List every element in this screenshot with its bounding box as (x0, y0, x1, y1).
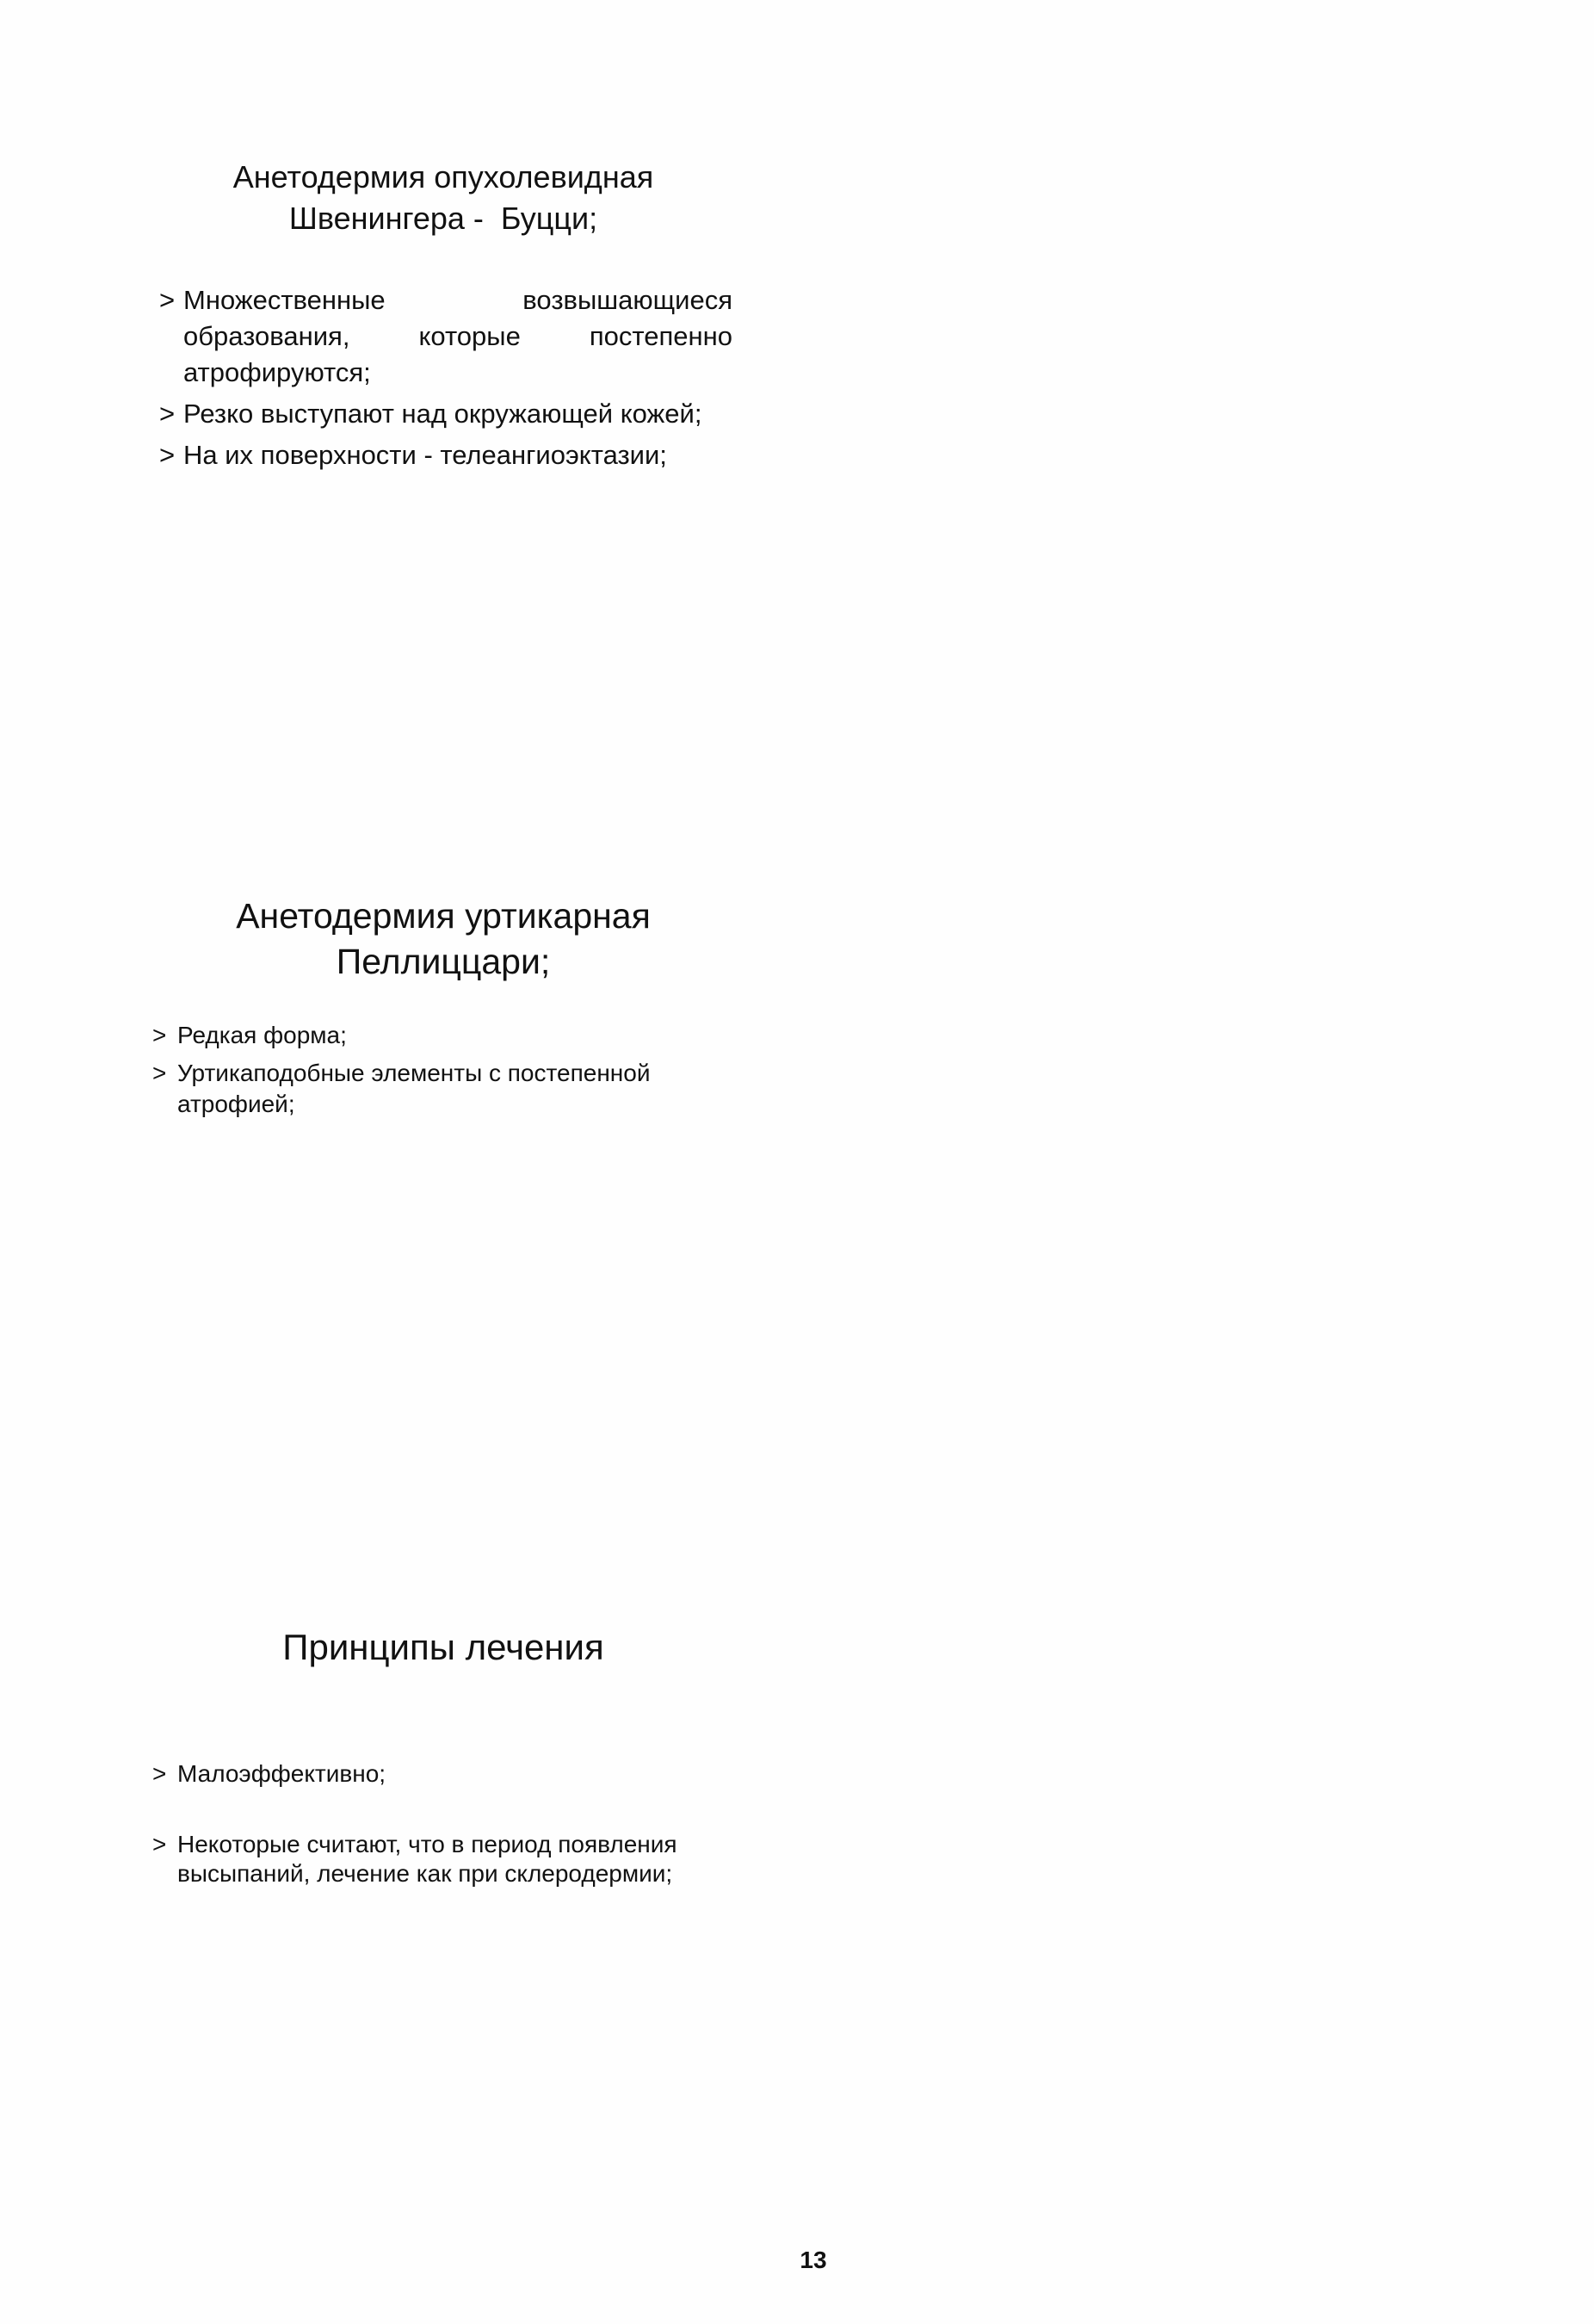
section-title (155, 893, 732, 986)
list-item-text: Некоторые считают, что в период появления высыпаний, лечение как при склеродермии; (177, 1831, 677, 1887)
list-item (152, 1020, 703, 1051)
list-item (159, 437, 732, 473)
title-line: Швенингера - Буцци; (288, 200, 598, 236)
section-title (155, 1623, 732, 1671)
bullet-marker: > (159, 399, 176, 429)
bullet-marker: > (152, 1831, 167, 1857)
title-line: Анетодермия опухолевидная (232, 159, 654, 195)
bullet-marker: > (159, 285, 176, 315)
list-item (152, 1058, 703, 1120)
list-item-text: Малоэффективно; (177, 1760, 386, 1787)
list-item-text: Резко выступают над окружающей кожей; (183, 399, 702, 429)
list-item-text: Редкая форма; (177, 1022, 347, 1048)
section-title (164, 157, 723, 238)
page-number: 13 (800, 2247, 827, 2273)
bullet-marker: > (152, 1060, 167, 1086)
list-item-text: На их поверхности - телеангиоэктазии; (183, 440, 667, 470)
title-line: Пеллиццари; (336, 942, 551, 982)
list-item (152, 1830, 738, 1888)
list-item (152, 1759, 738, 1789)
bullet-marker: > (159, 440, 176, 470)
title-line: Анетодермия уртикарная (236, 896, 651, 936)
bullet-marker: > (152, 1022, 167, 1048)
list-item-text: Уртикаподобные элементы с постепенной атрофией; (177, 1060, 651, 1117)
bullet-list (152, 1759, 738, 1930)
list-item-text: Множественные возвышающиеся образования, которые постепенно атрофируются; (183, 285, 732, 387)
bullet-list (152, 1020, 703, 1127)
list-item (159, 396, 732, 432)
list-item (159, 282, 732, 391)
title-line: Принципы лечения (282, 1627, 604, 1667)
bullet-marker: > (152, 1760, 167, 1787)
bullet-list (159, 282, 732, 479)
